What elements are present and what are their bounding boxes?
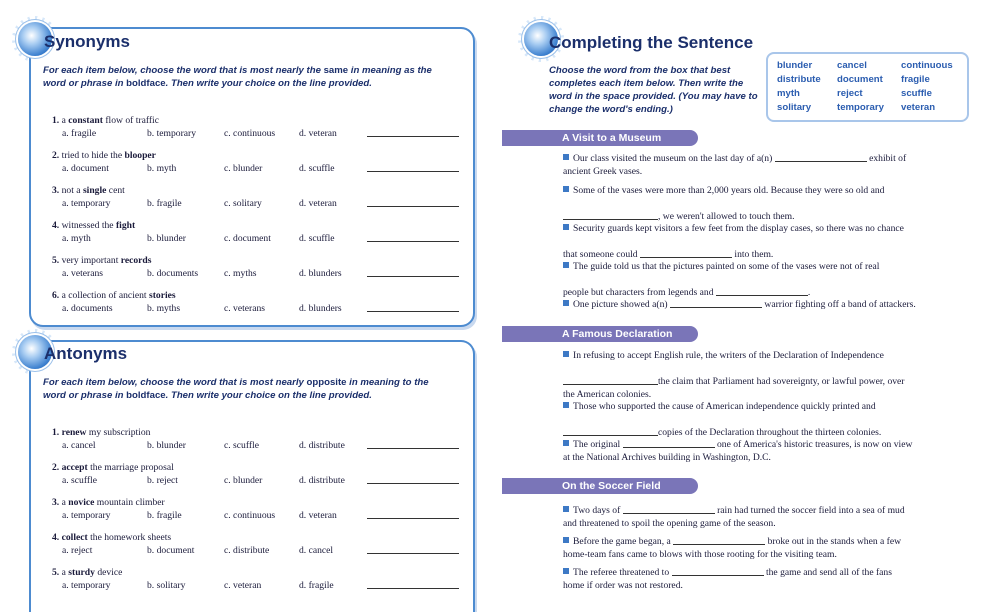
sentence-item: The referee threatened to the game and send all of the fans home if order was not restored. — [563, 567, 892, 591]
bullet-square-icon — [563, 262, 569, 268]
item-stem: 4. witnessed the fight — [52, 220, 136, 231]
bullet-square-icon — [563, 568, 569, 574]
answer-option[interactable]: d. scuffle — [299, 233, 335, 244]
answer-option[interactable]: b. solitary — [147, 580, 186, 591]
section-heading: On the Soccer Field — [502, 478, 698, 494]
item-number: 4. — [52, 532, 60, 543]
item-keyword: fight — [115, 220, 136, 231]
completing-instructions: Choose the word from the box that best completes each item below. Then write the word in the space provided. (You may have to change the word's ending.) — [549, 65, 758, 115]
answer-option[interactable]: b. blunder — [147, 440, 186, 451]
answer-line[interactable] — [367, 518, 459, 519]
answer-option[interactable]: b. reject — [147, 475, 178, 486]
word-box-word: temporary — [837, 102, 884, 113]
sentence-item: Security guards kept visitors a few feet from the display cases, so there was no chance that someone could into them. — [563, 223, 904, 260]
section-heading: A Famous Declaration — [502, 326, 698, 342]
answer-option[interactable]: a. temporary — [62, 580, 111, 591]
answer-line[interactable] — [367, 448, 459, 449]
word-box-word: cancel — [837, 60, 867, 71]
answer-blank[interactable] — [672, 566, 764, 576]
bullet-square-icon — [563, 506, 569, 512]
item-number: 2. — [52, 150, 60, 161]
item-number: 5. — [52, 255, 60, 266]
item-number: 4. — [52, 220, 60, 231]
item-stem: 5. very important records — [52, 255, 152, 266]
answer-option[interactable]: a. veterans — [62, 268, 104, 279]
item-stem: 2. tried to hide the blooper — [52, 150, 156, 161]
answer-option[interactable]: d. blunders — [299, 268, 342, 279]
item-number: 6. — [52, 290, 60, 301]
answer-option[interactable]: d. distribute — [299, 475, 345, 486]
sentence-item: In refusing to accept English rule, the writers of the Declaration of Independence the claim that Parliament had sovereignty, or lawful power, over the American colonies. — [563, 350, 905, 400]
item-number: 5. — [52, 567, 60, 578]
answer-line[interactable] — [367, 136, 459, 137]
item-number: 2. — [52, 462, 60, 473]
answer-blank[interactable] — [623, 438, 715, 448]
word-box-word: myth — [777, 88, 800, 99]
answer-option[interactable]: b. fragile — [147, 510, 182, 521]
answer-option[interactable]: b. blunder — [147, 233, 186, 244]
answer-line[interactable] — [367, 276, 459, 277]
answer-option[interactable]: a. temporary — [62, 198, 111, 209]
answer-blank[interactable] — [563, 210, 658, 220]
vocab-item — [52, 220, 335, 245]
answer-option[interactable]: b. myth — [147, 163, 177, 174]
item-stem: 5. a sturdy device — [52, 567, 123, 578]
answer-option[interactable]: b. temporary — [147, 128, 197, 139]
answer-option[interactable]: c. blunder — [224, 475, 263, 486]
bullet-square-icon — [563, 402, 569, 408]
vocab-item — [52, 255, 342, 280]
item-stem: 4. collect the homework sheets — [52, 532, 172, 543]
word-box-word: document — [837, 74, 883, 85]
item-keyword: collect — [61, 532, 88, 543]
answer-option[interactable]: b. document — [147, 545, 195, 556]
vocab-item — [52, 462, 345, 487]
item-stem: 2. accept the marriage proposal — [52, 462, 174, 473]
answer-option[interactable]: d. veteran — [299, 510, 337, 521]
answer-blank[interactable] — [623, 504, 715, 514]
answer-option[interactable]: c. veteran — [224, 580, 262, 591]
bullet-square-icon — [563, 154, 569, 160]
answer-option[interactable]: c. document — [224, 233, 271, 244]
answer-option[interactable]: a. cancel — [62, 440, 96, 451]
answer-line[interactable] — [367, 171, 459, 172]
item-number: 1. — [52, 115, 60, 126]
answer-option[interactable]: a. documents — [62, 303, 113, 314]
sentence-item: One picture showed a(n) warrior fighting off a band of attackers. — [563, 298, 958, 311]
answer-line[interactable] — [367, 553, 459, 554]
answer-blank[interactable] — [673, 535, 765, 545]
bullet-square-icon — [563, 351, 569, 357]
answer-option[interactable]: a. temporary — [62, 510, 111, 521]
sentence-item: Two days of rain had turned the soccer field into a sea of mud and threatened to spoil the opening game of the season. — [563, 505, 905, 529]
answer-option[interactable]: d. blunders — [299, 303, 342, 314]
item-keyword: constant — [68, 115, 103, 126]
item-number: 3. — [52, 497, 60, 508]
answer-line[interactable] — [367, 241, 459, 242]
bullet-square-icon — [563, 300, 569, 306]
answer-blank[interactable] — [563, 375, 658, 385]
item-keyword: sturdy — [68, 567, 95, 578]
answer-option[interactable]: c. solitary — [224, 198, 262, 209]
answer-option[interactable]: b. fragile — [147, 198, 182, 209]
bullet-square-icon — [563, 224, 569, 230]
completing-title: Completing the Sentence — [549, 33, 754, 52]
synonyms-instructions: For each item below, choose the word that is most nearly the same in meaning as the word or phrase in boldface. Then write your choice on the line provided. — [43, 65, 432, 89]
item-keyword: stories — [148, 290, 176, 301]
answer-option[interactable]: a. fragile — [62, 128, 97, 139]
sentence-item: Before the game began, a broke out in the stands when a few home-team fans came to blows with those rooting for the visiting team. — [563, 536, 902, 560]
item-stem: 3. not a single cent — [52, 185, 125, 196]
bullet-square-icon — [563, 440, 569, 446]
item-keyword: renew — [61, 427, 87, 438]
word-box-word: veteran — [901, 102, 936, 113]
sentence-item: The guide told us that the pictures painted on some of the vases were not of real people but characters from legends and . — [563, 261, 880, 298]
answer-option[interactable]: c. distribute — [224, 545, 270, 556]
word-box-word: distribute — [777, 74, 821, 85]
item-number: 3. — [52, 185, 60, 196]
bullet-square-icon — [563, 186, 569, 192]
answer-option[interactable]: b. myths — [147, 303, 181, 314]
answer-option[interactable]: b. documents — [147, 268, 199, 279]
item-keyword: accept — [61, 462, 88, 473]
answer-blank[interactable] — [775, 152, 867, 162]
answer-option[interactable]: d. veteran — [299, 128, 337, 139]
answer-blank[interactable] — [640, 248, 732, 258]
answer-blank[interactable] — [563, 426, 658, 436]
answer-option[interactable]: c. veterans — [224, 303, 266, 314]
answer-option[interactable]: d. cancel — [299, 545, 334, 556]
answer-option[interactable]: d. distribute — [299, 440, 345, 451]
sentence-item: Some of the vases were more than 2,000 years old. Because they were so old and , we weren't allowed to touch them. — [563, 184, 958, 223]
answer-blank[interactable] — [670, 298, 762, 308]
antonyms-instructions: For each item below, choose the word that is most nearly opposite in meaning to the word or phrase in boldface. Then write your choice on the line provided. — [43, 377, 429, 401]
sentence-item: Those who supported the cause of American independence quickly printed and copies of the Declaration throughout the thirteen colonies. — [563, 400, 958, 439]
answer-option[interactable]: d. scuffle — [299, 163, 335, 174]
vocab-item — [52, 427, 345, 452]
vocab-item — [52, 150, 335, 175]
vocab-item — [52, 115, 337, 140]
section-heading: A Visit to a Museum — [502, 130, 698, 146]
item-stem: 6. a collection of ancient stories — [52, 290, 176, 301]
sentence-item: Our class visited the museum on the last day of a(n) exhibit of ancient Greek vases. — [563, 153, 907, 177]
word-box-word: blunder — [777, 60, 813, 71]
word-box-word: fragile — [901, 74, 930, 85]
bullet-square-icon — [563, 537, 569, 543]
vocab-item — [52, 532, 334, 557]
word-box-word: scuffle — [901, 88, 932, 99]
answer-option[interactable]: c. continuous — [224, 510, 276, 521]
item-keyword: blooper — [124, 150, 156, 161]
sentence-item: The original one of America's historic treasures, is now on view at the National Archives building in Washington, D.C. — [563, 439, 913, 463]
answer-option[interactable]: c. blunder — [224, 163, 263, 174]
answer-line[interactable] — [367, 483, 459, 484]
answer-option[interactable]: a. scuffle — [62, 475, 97, 486]
vocab-item — [52, 567, 334, 592]
antonyms-title: Antonyms — [44, 344, 128, 363]
answer-option[interactable]: d. veteran — [299, 198, 337, 209]
item-keyword: single — [82, 185, 107, 196]
item-stem: 1. a constant flow of traffic — [52, 115, 159, 126]
answer-blank[interactable] — [716, 286, 808, 296]
answer-option[interactable]: a. myth — [62, 233, 91, 244]
answer-option[interactable]: a. reject — [62, 545, 93, 556]
answer-line[interactable] — [367, 311, 459, 312]
vocab-item — [52, 185, 337, 210]
vocab-item — [52, 497, 337, 522]
answer-option[interactable]: c. myths — [224, 268, 257, 279]
item-keyword: records — [120, 255, 152, 266]
answer-option[interactable]: d. fragile — [299, 580, 334, 591]
item-number: 1. — [52, 427, 60, 438]
answer-line[interactable] — [367, 588, 459, 589]
answer-option[interactable]: a. document — [62, 163, 109, 174]
word-box-word: solitary — [777, 102, 812, 113]
answer-option[interactable]: c. scuffle — [224, 440, 259, 451]
synonyms-title: Synonyms — [44, 32, 130, 51]
vocab-item — [52, 290, 342, 315]
item-keyword: novice — [68, 497, 95, 508]
word-box-word: continuous — [901, 60, 953, 71]
item-stem: 1. renew my subscription — [52, 427, 151, 438]
answer-line[interactable] — [367, 206, 459, 207]
word-box-word: reject — [837, 88, 863, 99]
item-stem: 3. a novice mountain climber — [52, 497, 165, 508]
answer-option[interactable]: c. continuous — [224, 128, 276, 139]
